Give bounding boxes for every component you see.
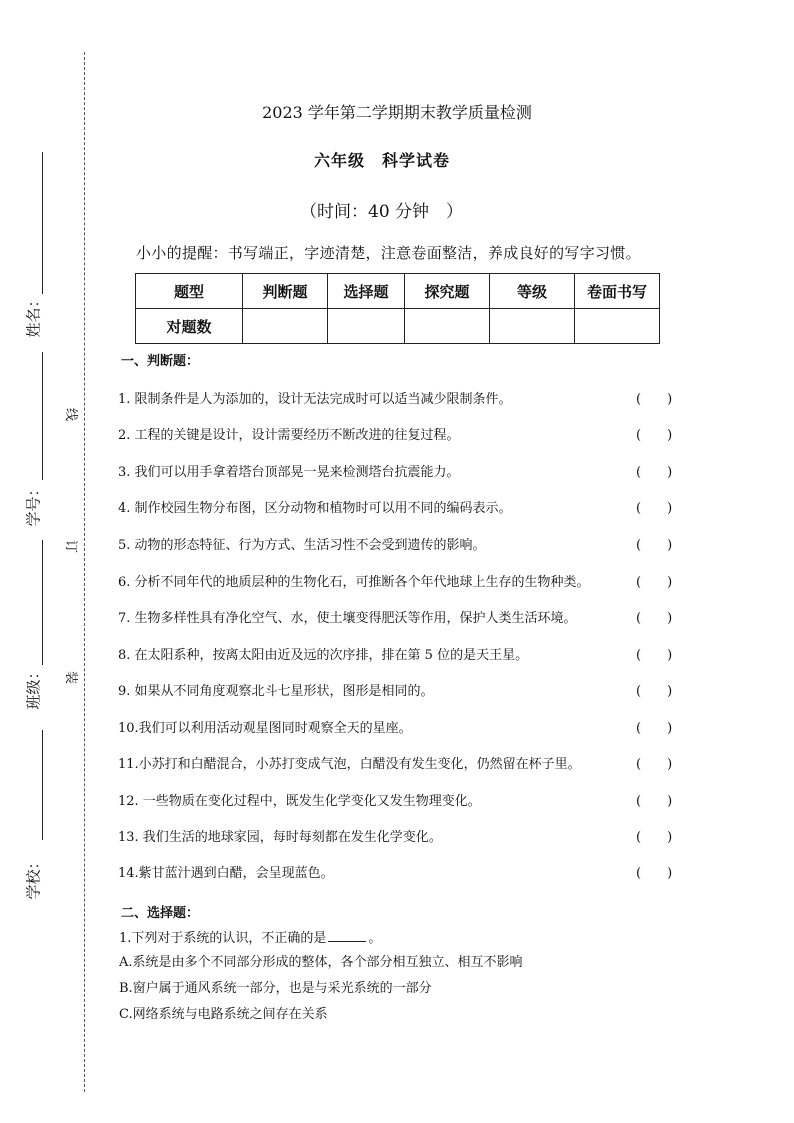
choice-option-a: A.系统是由多个不同部分形成的整体，各个部分相互独立、相互不影响 — [119, 955, 523, 970]
binding-word-install: 装 — [63, 670, 79, 685]
question-10: 10.我们可以利用活动观星图同时观察全天的星座。 — [118, 721, 412, 736]
answer-blank[interactable] — [328, 930, 366, 942]
score-header-cell: 题型 — [136, 274, 243, 309]
question-13: 13. 我们生活的地球家园，每时每刻都在发生化学变化。 — [118, 830, 442, 845]
binding-dashed-line — [84, 52, 85, 1092]
exam-title: 2023 学年第二学期期末教学质量检测 — [262, 103, 532, 122]
question-7: 7. 生物多样性具有净化空气、水，使土壤变得肥沃等作用，保护人类生活环境。 — [118, 611, 577, 626]
score-table-value-row — [136, 309, 660, 344]
class-label: 班级： — [24, 664, 43, 710]
answer-paren-14[interactable]: ( ) — [636, 866, 673, 881]
exam-subtitle: 六年级 科学试卷 — [313, 151, 450, 170]
answer-paren-13[interactable]: ( ) — [636, 830, 673, 845]
score-table-header-row — [136, 274, 660, 309]
choice-option-b: B.窗户属于通风系统一部分，也是与采光系统的一部分 — [119, 981, 432, 996]
score-header-cell: 选择题 — [328, 274, 405, 309]
question-1: 1. 限制条件是人为添加的，设计无法完成时可以适当减少限制条件。 — [118, 392, 512, 407]
student-id-label: 学号： — [24, 481, 43, 527]
answer-paren-1[interactable]: ( ) — [636, 392, 673, 407]
question-5: 5. 动物的形态特征、行为方式、生活习性不会受到遗传的影响。 — [118, 538, 486, 553]
section-choice-title: 二、选择题： — [121, 906, 200, 921]
student-id-line — [42, 352, 43, 480]
score-header-cell: 卷面书写 — [575, 274, 660, 309]
question-6: 6. 分析不同年代的地质层种的生物化石，可推断各个年代地球上生存的生物种类。 — [118, 575, 590, 590]
question-14: 14.紫甘蓝汁遇到白醋，会呈现蓝色。 — [118, 866, 334, 881]
reminder-text: 小小的提醒：书写端正，字迹清楚，注意卷面整洁，养成良好的写字习惯。 — [136, 244, 641, 262]
score-value-cell[interactable] — [243, 309, 328, 344]
answer-paren-9[interactable]: ( ) — [636, 684, 673, 699]
answer-paren-12[interactable]: ( ) — [636, 794, 673, 809]
question-8: 8. 在太阳系种，按离太阳由近及远的次序排，排在第 5 位的是天王星。 — [118, 648, 529, 663]
binding-word-bind: 订 — [63, 539, 79, 554]
question-3: 3. 我们可以用手拿着塔台顶部晃一晃来检测塔台抗震能力。 — [118, 465, 460, 480]
score-header-cell: 探究题 — [405, 274, 490, 309]
question-4: 4. 制作校园生物分布图，区分动物和植物时可以用不同的编码表示。 — [118, 501, 512, 516]
answer-paren-10[interactable]: ( ) — [636, 721, 673, 736]
answer-paren-2[interactable]: ( ) — [636, 428, 673, 443]
exam-time: （时间：40 分钟 ） — [300, 202, 464, 222]
school-line — [42, 730, 43, 840]
question-12: 12. 一些物质在变化过程中，既发生化学变化又发生物理变化。 — [118, 794, 481, 809]
score-header-cell: 判断题 — [243, 274, 328, 309]
class-line — [42, 540, 43, 665]
question-11: 11.小苏打和白醋混合，小苏打变成气泡，白醋没有发生变化，仍然留在杯子里。 — [118, 757, 581, 772]
score-table — [135, 273, 660, 344]
name-label: 姓名： — [24, 292, 43, 338]
choice-question-1-text: 1.下列对于系统的认识，不正确的是 — [119, 931, 327, 946]
answer-paren-5[interactable]: ( ) — [636, 538, 673, 553]
answer-paren-8[interactable]: ( ) — [636, 648, 673, 663]
question-9: 9. 如果从不同角度观察北斗七星形状，图形是相同的。 — [118, 684, 434, 699]
school-label: 学校： — [24, 854, 43, 900]
question-2: 2. 工程的关键是设计，设计需要经历不断改进的往复过程。 — [118, 428, 460, 443]
answer-paren-3[interactable]: ( ) — [636, 465, 673, 480]
answer-paren-7[interactable]: ( ) — [636, 611, 673, 626]
choice-option-c: C.网络系统与电路系统之间存在关系 — [119, 1007, 328, 1022]
score-value-cell[interactable] — [405, 309, 490, 344]
choice-question-1 — [119, 927, 381, 946]
score-value-cell[interactable] — [328, 309, 405, 344]
answer-paren-4[interactable]: ( ) — [636, 501, 673, 516]
score-row-label: 对题数 — [136, 309, 243, 344]
score-header-cell: 等级 — [490, 274, 575, 309]
answer-paren-11[interactable]: ( ) — [636, 757, 673, 772]
name-line — [42, 152, 43, 294]
choice-question-1-end: 。 — [368, 931, 382, 946]
score-value-cell[interactable] — [575, 309, 660, 344]
binding-word-line: 线 — [63, 407, 79, 422]
answer-paren-6[interactable]: ( ) — [636, 575, 673, 590]
score-value-cell[interactable] — [490, 309, 575, 344]
section-true-false-title: 一、判断题： — [121, 354, 200, 369]
